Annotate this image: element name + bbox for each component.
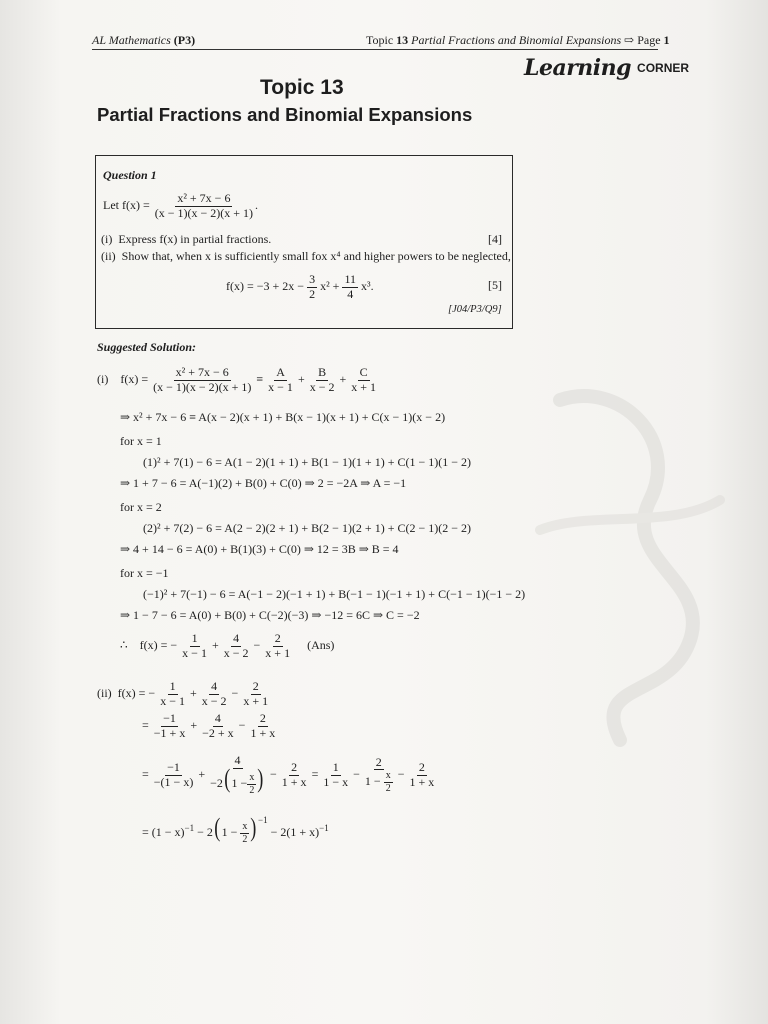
ans-term-1 bbox=[180, 632, 209, 661]
part-ii-question bbox=[101, 249, 511, 264]
minus-sign: − bbox=[253, 638, 261, 653]
ii-r2-t2-num: 4 bbox=[214, 711, 221, 725]
therefore-sign: ∴ bbox=[120, 638, 128, 653]
open-paren: ( bbox=[224, 763, 231, 793]
ii-r3-t4-num: 1 bbox=[332, 759, 339, 774]
r4-sup3: −1 bbox=[319, 823, 329, 833]
ii-r2-t1-num: −1 bbox=[163, 711, 176, 725]
plus-sign: + bbox=[297, 372, 305, 387]
sol-ii-tag: (ii) bbox=[97, 686, 112, 701]
ii-r2-t3-den: 1 + x bbox=[250, 725, 276, 740]
ii-r2-t1-den: −1 + x bbox=[153, 725, 186, 740]
case-x1-label: for x = 1 bbox=[120, 434, 162, 448]
case-xm1-label: for x = −1 bbox=[120, 566, 169, 580]
ii-r2-t2-den: −2 + x bbox=[202, 725, 234, 740]
one-minus-2: 1 − bbox=[364, 774, 384, 789]
pf-c-den: x + 1 bbox=[351, 379, 377, 394]
r4-half-x-num: x bbox=[242, 821, 248, 833]
page-number: 1 bbox=[663, 33, 670, 47]
minus-sign: − bbox=[353, 766, 360, 781]
r4-b: − 2 bbox=[194, 825, 213, 839]
result-coeff-1-den: 2 bbox=[309, 286, 316, 301]
one-minus: 1 − bbox=[231, 775, 248, 790]
part-i-text: Express f(x) in partial fractions. bbox=[118, 232, 272, 246]
plus-sign: + bbox=[189, 686, 197, 701]
ii-r3-t3-den: 1 + x bbox=[281, 774, 307, 789]
sol-i-num: x² + 7x − 6 bbox=[175, 365, 229, 379]
ii-r3-t5-den bbox=[363, 770, 395, 794]
r4-a: = (1 − x) bbox=[142, 825, 185, 839]
f-numerator: x² + 7x − 6 bbox=[177, 191, 231, 205]
r4-sup2: −1 bbox=[258, 815, 268, 825]
half-x bbox=[247, 772, 256, 796]
ii-r3-t1-num: −1 bbox=[167, 759, 180, 774]
part-ii-marks: [5] bbox=[488, 278, 502, 292]
ii-r1-t1-num: 1 bbox=[169, 679, 176, 693]
identity-line: ⇒ x² + 7x − 6 ≡ A(x − 2)(x + 1) + B(x − 1)(x + 1) + C(x − 1)(x − 2) bbox=[120, 410, 446, 424]
topic-number: 13 bbox=[396, 33, 409, 47]
f-denominator: (x − 1)(x − 2)(x + 1) bbox=[154, 205, 254, 220]
case-x2-sub: (2)² + 7(2) − 6 = A(2 − 2)(2 + 1) + B(2 − 1)(2 + 1) + C(2 − 1)(2 − 2) bbox=[143, 521, 471, 535]
half-x-2-num: x bbox=[385, 770, 391, 782]
eq-sign: = bbox=[142, 718, 149, 733]
pf-c-num: C bbox=[359, 365, 368, 379]
let-prefix: Let f(x) = bbox=[103, 198, 150, 213]
part-i-marks: [4] bbox=[488, 232, 502, 246]
ii-r3-t1 bbox=[152, 761, 196, 790]
plus-sign: + bbox=[211, 638, 219, 653]
case-x1-result: ⇒ 1 + 7 − 6 = A(−1)(2) + B(0) + C(0) ⇒ 2 = −2A ⇒ A = −1 bbox=[120, 476, 407, 490]
pf-b bbox=[308, 366, 337, 395]
solution-ii-row3 bbox=[142, 754, 436, 796]
page-prefix: Page bbox=[637, 33, 661, 47]
part-i-question bbox=[101, 232, 271, 247]
ans-term-3-num: 2 bbox=[274, 631, 281, 645]
ii-r1-t2 bbox=[200, 680, 229, 709]
header-course bbox=[92, 33, 195, 48]
question-definition: Let f(x) = $\frac{\text{x² + 7x − 6}}{(x - 1)(x - 2)(x + 1)}$ . bbox=[103, 191, 259, 220]
pf-a bbox=[266, 366, 295, 395]
logo-script: Learning bbox=[524, 55, 632, 81]
sol-i-fraction bbox=[151, 366, 253, 395]
ii-r1-t1-den: x − 1 bbox=[160, 693, 185, 708]
result-term-2: x³. bbox=[361, 279, 374, 294]
ii-r3-t5-num: 2 bbox=[375, 754, 382, 769]
case-xm1-result: ⇒ 1 − 7 − 6 = A(0) + B(0) + C(−2)(−3) ⇒ −12 = 6C ⇒ C = −2 bbox=[120, 608, 420, 622]
ii-r3-t2 bbox=[208, 754, 267, 796]
ans-term-3-den: x + 1 bbox=[265, 645, 291, 660]
result-coeff-1 bbox=[307, 273, 317, 302]
half-x-den: 2 bbox=[249, 784, 255, 796]
ii-r3-t6-den: 1 + x bbox=[409, 774, 435, 789]
pf-c bbox=[349, 366, 378, 395]
learning-corner-logo bbox=[524, 55, 689, 81]
case-x1-sub: (1)² + 7(1) − 6 = A(1 − 2)(1 + 1) + B(1 − 1)(1 + 1) + C(1 − 1)(1 − 2) bbox=[143, 455, 471, 469]
ans-term-1-den: x − 1 bbox=[182, 645, 207, 660]
ii-r3-t1-den: −(1 − x) bbox=[153, 774, 194, 789]
ii-r1-t3 bbox=[241, 680, 270, 709]
ii-r1-t2-num: 4 bbox=[211, 679, 218, 693]
half-x-2 bbox=[384, 770, 393, 794]
pf-b-num: B bbox=[318, 365, 327, 379]
ii-r3-t6-num: 2 bbox=[418, 759, 425, 774]
sol-ii-lhs: f(x) = − bbox=[117, 686, 156, 701]
eq-sign: = bbox=[311, 766, 319, 781]
solution-heading: Suggested Solution: bbox=[97, 340, 197, 354]
ii-r3-t4 bbox=[321, 761, 350, 790]
result-coeff-1-num: 3 bbox=[309, 272, 316, 286]
ii-r2-t1 bbox=[152, 712, 188, 741]
part-i-tag: (i) bbox=[101, 232, 113, 246]
ans-term-3 bbox=[263, 632, 292, 661]
pf-a-num: A bbox=[276, 365, 285, 379]
ii-r2-t3 bbox=[248, 712, 277, 741]
result-prefix: f(x) = −3 + 2x − bbox=[226, 279, 305, 294]
open-paren: ( bbox=[214, 813, 221, 842]
minus-sign: − bbox=[397, 766, 405, 781]
sol-i-lhs: f(x) = bbox=[120, 372, 149, 387]
header-topic bbox=[366, 33, 670, 48]
result-coeff-2 bbox=[342, 273, 358, 302]
solution-ii-row4 bbox=[142, 813, 329, 845]
ans-term-2 bbox=[222, 632, 251, 661]
case-xm1-sub: (−1)² + 7(−1) − 6 = A(−1 − 2)(−1 + 1) + B(−1 − 1)(−1 + 1) + C(−1 − 1)(−1 − 2) bbox=[143, 587, 526, 601]
minus-sign: − bbox=[231, 686, 239, 701]
arrow-icon: ⇨ bbox=[624, 33, 635, 47]
ii-r2-t2 bbox=[200, 712, 236, 741]
case-x2-label: for x = 2 bbox=[120, 500, 162, 514]
ii-r3-t5 bbox=[363, 756, 395, 795]
ii-r3-t4-den: 1 − x bbox=[323, 774, 349, 789]
plus-sign: + bbox=[190, 718, 198, 733]
result-term-1: x² + bbox=[320, 279, 340, 294]
solution-ii-row1 bbox=[97, 680, 270, 709]
sol-i-den: (x − 1)(x − 2)(x + 1) bbox=[153, 379, 252, 394]
result-expression bbox=[226, 273, 374, 302]
plus-sign: + bbox=[198, 766, 206, 781]
ii-r3-t3 bbox=[280, 761, 309, 790]
identity-sign: ≡ bbox=[256, 372, 264, 387]
header-rule bbox=[92, 49, 658, 50]
sol-i-tag: (i) bbox=[97, 372, 109, 387]
case-x2-result: ⇒ 4 + 14 − 6 = A(0) + B(1)(3) + C(0) ⇒ 12 = 3B ⇒ B = 4 bbox=[120, 542, 399, 556]
r4-c: 1 − bbox=[221, 825, 238, 839]
part-ii-tag: (ii) bbox=[101, 249, 116, 263]
ans-label: (Ans) bbox=[307, 638, 335, 653]
ii-r1-t1 bbox=[158, 680, 187, 709]
r4-half-x bbox=[240, 821, 249, 845]
half-x-2-den: 2 bbox=[385, 782, 391, 794]
ii-r3-t3-num: 2 bbox=[291, 759, 298, 774]
den-prefix: −2 bbox=[210, 775, 223, 790]
solution-i-setup bbox=[97, 366, 378, 395]
r4-half-x-den: 2 bbox=[242, 833, 248, 845]
ii-r2-t3-num: 2 bbox=[259, 711, 266, 725]
solution-ii-row2 bbox=[142, 712, 277, 741]
paper-code: (P3) bbox=[173, 33, 196, 47]
ans-term-1-num: 1 bbox=[191, 631, 198, 645]
logo-word: CORNER bbox=[637, 61, 690, 75]
course-name: AL Mathematics bbox=[92, 33, 171, 47]
close-paren: ) bbox=[250, 813, 257, 842]
r4-sup1: −1 bbox=[184, 823, 195, 833]
ii-r1-t2-den: x − 2 bbox=[201, 693, 227, 708]
ans-term-2-den: x − 2 bbox=[223, 645, 249, 660]
ii-r3-t2-den bbox=[208, 763, 267, 796]
minus-sign: − bbox=[238, 718, 246, 733]
page-title: Partial Fractions and Binomial Expansions bbox=[97, 104, 473, 125]
ans-term-2-num: 4 bbox=[233, 631, 240, 645]
close-paren: ) bbox=[257, 763, 264, 793]
f-fraction bbox=[153, 192, 255, 221]
question-reference: [J04/P3/Q9] bbox=[448, 304, 502, 315]
page-title-topic: Topic 13 bbox=[260, 76, 344, 99]
part-ii-text: Show that, when x is sufficiently small fox x⁴ and higher powers to be neglected, bbox=[121, 249, 511, 263]
result-coeff-2-num: 11 bbox=[344, 272, 356, 286]
answer-i bbox=[120, 632, 334, 661]
half-x-num: x bbox=[249, 772, 255, 784]
ii-r3-t2-num: 4 bbox=[234, 753, 241, 767]
topic-name: Partial Fractions and Binomial Expansions bbox=[411, 33, 622, 47]
topic-prefix: Topic bbox=[366, 33, 394, 47]
plus-sign: + bbox=[339, 372, 347, 387]
minus-sign: − bbox=[270, 766, 277, 781]
pf-b-den: x − 2 bbox=[309, 379, 335, 394]
ans-lhs: f(x) = − bbox=[139, 638, 178, 653]
eq-sign: = bbox=[142, 766, 149, 781]
question-label: Question 1 bbox=[103, 168, 157, 182]
r4-d: − 2(1 + x) bbox=[267, 825, 320, 839]
result-coeff-2-den: 4 bbox=[347, 286, 354, 301]
pf-a-den: x − 1 bbox=[268, 379, 293, 394]
bleed-through-scribble bbox=[530, 380, 740, 760]
ii-r3-t6 bbox=[407, 761, 436, 790]
ii-r1-t3-num: 2 bbox=[252, 679, 259, 693]
ii-r1-t3-den: x + 1 bbox=[243, 693, 269, 708]
